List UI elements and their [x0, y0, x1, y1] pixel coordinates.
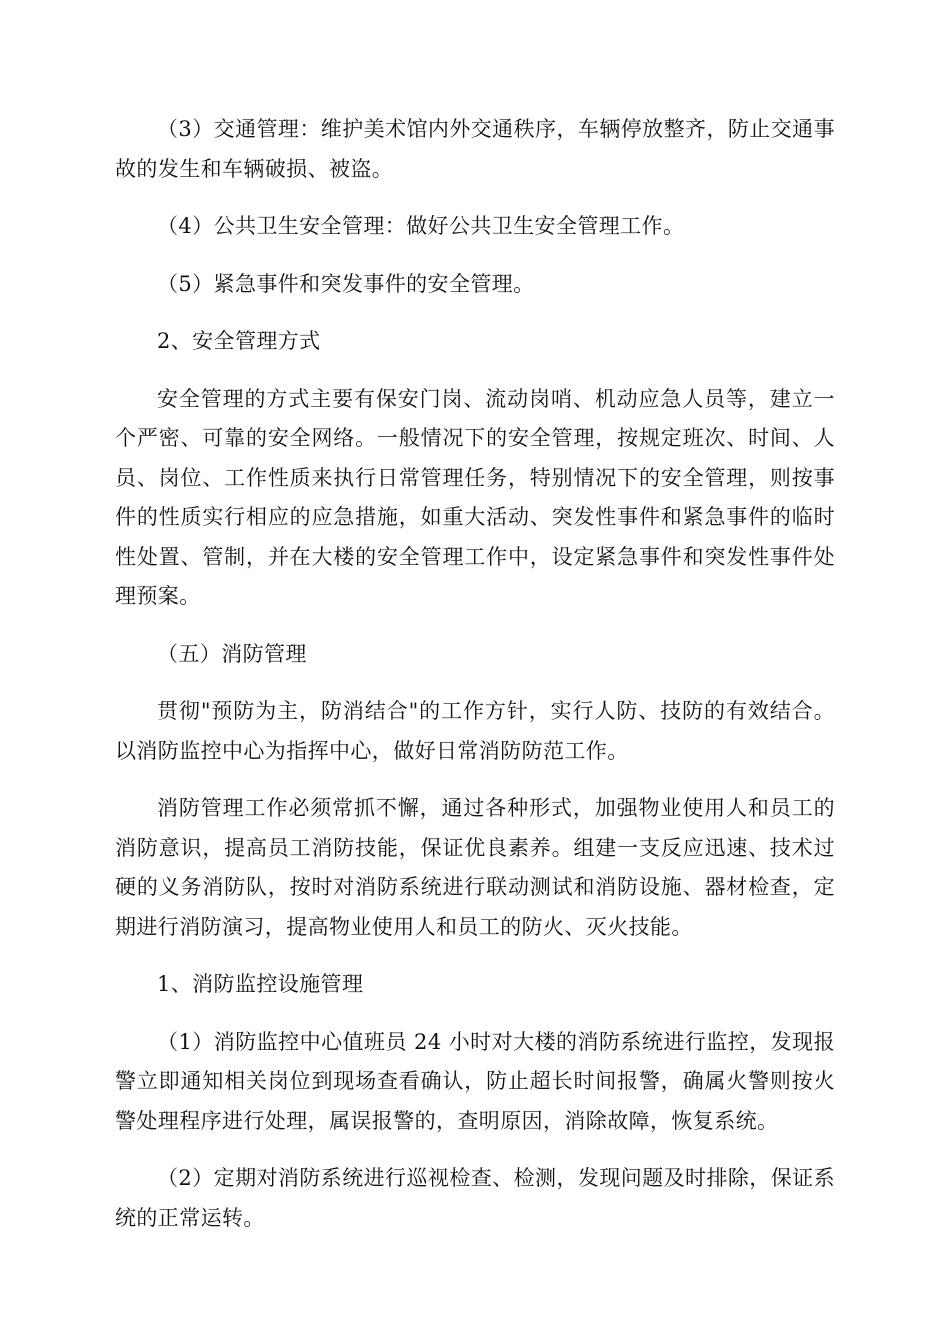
paragraph-public-health-safety: （4）公共卫生安全管理：做好公共卫生安全管理工作。 — [157, 214, 685, 238]
section-heading-safety-methods: 2、安全管理方式 — [157, 329, 321, 353]
paragraph-traffic-management: （3）交通管理：维护美术馆内外交通秩序，车辆停放整齐，防止交通事故的发生和车辆破损、被盗。 — [115, 117, 835, 181]
paragraph-fire-training: 消防管理工作必须常抓不懈，通过各种形式，加强物业使用人和员工的消防意识，提高员工消防技能，保证优良素养。组建一支反应迅速、技术过硬的义务消防队，按时对消防系统进行联动测试和消防设施、器材检查，定期进行消防演习，提高物业使用人和员工的防火、灭火技能。 — [115, 796, 835, 939]
paragraph-emergency-safety: （5）紧急事件和突发事件的安全管理。 — [157, 271, 535, 296]
paragraph-system-inspection: （2）定期对消防系统进行巡视检查、检测，发现问题及时排除，保证系统的正常运转。 — [115, 1166, 835, 1230]
paragraph-monitoring-duty: （1）消防监控中心值班员 24 小时对大楼的消防系统进行监控，发现报警立即通知相关岗位到现场查看确认，防止超长时间报警，确属火警则按火警处理程序进行处理，属误报警的，查明原因，消除故障，恢复系统。 — [115, 1029, 835, 1133]
section-heading-fire-management: （五）消防管理 — [157, 641, 307, 666]
section-heading-fire-monitoring: 1、消防监控设施管理 — [157, 972, 364, 996]
paragraph-safety-methods: 安全管理的方式主要有保安门岗、流动岗哨、机动应急人员等，建立一个严密、可靠的安全网络。一般情况下的安全管理，按规定班次、时间、人员、岗位、工作性质来执行日常管理任务，特别情况下的安全管理，则按事件的性质实行相应的应急措施，如重大活动、突发性事件和紧急事件的临时性处置、管制，并在大楼的安全管理工作中，设定紧急事件和突发性事件处理预案。 — [115, 386, 835, 608]
document-body — [115, 110, 835, 1238]
paragraph-fire-policy: 贯彻"预防为主，防消结合"的工作方针，实行人防、技防的有效结合。以消防监控中心为指挥中心，做好日常消防防范工作。 — [115, 699, 835, 763]
